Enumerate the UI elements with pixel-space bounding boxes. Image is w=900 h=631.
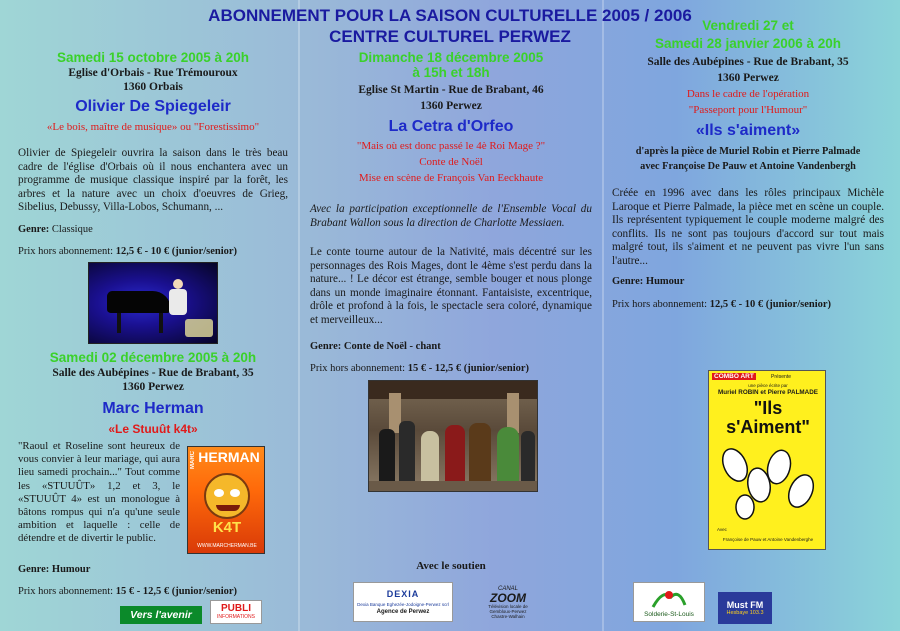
event-artist: Marc Herman [102, 400, 204, 417]
event-marc-description: "Raoul et Roseline sont heureux de vous convier à leur mariage, qui aura lieu samedi prochain..." Tout comme les «STUUÛT» 1,2 et 3, le «STUUÛT 4» est un monologue à bâtons rompus qui n'a qu'une seule ambition et laquelle : celle de détendre et de divertir le public. [18, 440, 180, 545]
piano-photo [88, 262, 218, 344]
event-subtitle: «Le bois, maître de musique» ou "Forestissimo" [46, 121, 260, 133]
event-artist: Olivier De Spiegeleir [75, 98, 231, 115]
actor-figure [497, 427, 519, 487]
herman-poster [187, 446, 265, 554]
event-price: Prix hors abonnement: 12,5 € - 10 € (junior/senior) [612, 299, 832, 310]
event-genre: Genre: Conte de Noël - chant [310, 341, 441, 352]
event-staging: Mise en scène de François Van Eeckhaute [358, 172, 544, 184]
event-genre: Genre: Humour [612, 276, 685, 287]
event-date-2: Samedi 28 janvier 2006 à 20h [654, 36, 842, 51]
event-price: Prix hors abonnement: 12,5 € - 10 € (junior/senior) [18, 245, 238, 257]
event-marc-herman [18, 350, 288, 437]
event-artist: La Cetra d'Orfeo [388, 118, 514, 135]
vers-avenir-logo: Vers l'avenir [120, 606, 202, 624]
panel-fold-right [602, 0, 604, 631]
canal-zoom-logo: CANAL ZOOM Télévision locale de Gembloux-Perwez Chastre-Walhain [488, 585, 528, 619]
event-show: «Le Stuuût k4t» [108, 422, 198, 436]
solderie-emblem-icon [649, 587, 689, 611]
event-city: 1360 Perwez [420, 100, 482, 112]
pianist-head [173, 279, 183, 289]
event-city: 1360 Perwez [122, 381, 184, 393]
event-city: 1360 Orbais [123, 81, 183, 93]
poster-authors: Muriel ROBIN et Pierre PALMADE [718, 389, 818, 396]
event-date: Samedi 02 décembre 2005 à 20h [49, 350, 257, 365]
event-subtitle: "Mais où est donc passé le 4è Roi Mage ?" [356, 140, 546, 152]
event-cetra-orfeo [310, 50, 592, 374]
foot-shape [784, 471, 818, 511]
piano-shape [107, 291, 171, 313]
event-genre: Genre: Classique [18, 223, 93, 235]
poster-written-by: une pièce écrite par [748, 383, 788, 388]
poster-face [204, 473, 250, 519]
event-description: Le conte tourne autour de la Nativité, mais décentré sur les personnages des Rois Mages, dont le 4ème s'est perdu dans la nature... ! Le décor est étrange, semble bouger et nous plonge dans un monde imaginaire étonnant. Fantaisiste, excentrique, drôle et profond à la fois, le spectacle sera coloré, dynamique et merveilleux... [310, 246, 592, 326]
poster-name: HERMAN [198, 449, 260, 465]
sponsors-heading: Avec le soutien [416, 560, 486, 572]
foot-shape [736, 495, 754, 519]
poster-presents: Présente [771, 374, 792, 380]
event-venue: Salle des Aubépines - Rue de Brabant, 35 [52, 367, 254, 379]
poster-cast: Françoise de Pauw et Antoine Vandenberghe [722, 537, 814, 542]
actor-figure [469, 423, 491, 485]
actor-figure [379, 429, 395, 485]
event-city: 1360 Perwez [717, 72, 779, 84]
event-operation: Dans le cadre de l'opération [686, 88, 810, 100]
poster-title-1: "Ils [753, 398, 783, 418]
event-cast: avec Françoise De Pauw et Antoine Vandenbergh [640, 161, 856, 172]
must-fm-logo: Must FM Hesbaye 103.3 [718, 592, 772, 624]
actor-figure [421, 431, 439, 485]
panel-fold-left [298, 0, 300, 631]
event-operation-name: "Passeport pour l'Humour" [688, 104, 808, 116]
poster-with: Avec [717, 527, 727, 532]
poster-brand: COMBO ART [714, 373, 754, 380]
page-title: ABONNEMENT POUR LA SAISON CULTURELLE 2005 / 2006 [208, 6, 692, 25]
event-marc-meta [18, 564, 288, 597]
poster-marc: MARC [190, 451, 196, 469]
poster-show: K4T [212, 519, 242, 536]
actor-figure [399, 421, 415, 485]
poster-url: WWW.MARCHERMAN.BE [197, 543, 257, 549]
event-description: Olivier de Spiegeleir ouvrira la saison dans le très beau cadre de l'église d'Orbais où il nous enchantera avec un programme de musique classique inspiré par la forêt, les arbres et la nature avec un choix d'oeuvres de Grieg, Sibelius, Debussy, Villa-Lobos, Schumann, ... [18, 147, 288, 213]
event-artist: «Ils s'aiment» [695, 122, 801, 139]
foot-shape [718, 445, 752, 485]
poster-title-2: s'Aiment" [726, 417, 810, 437]
publi-logo: PUBLI INFORMATIONS [210, 600, 262, 624]
event-price: Prix hors abonnement: 15 € - 12,5 € (junior/senior) [18, 586, 238, 597]
event-date: Dimanche 18 décembre 2005 [358, 50, 544, 65]
event-date: Samedi 15 octobre 2005 à 20h [56, 50, 250, 65]
stage-photo [368, 380, 538, 492]
solderie-logo: Solderie-St-Louis [633, 582, 705, 622]
event-ils-saiment [612, 18, 884, 310]
dexia-logo: DEXIA Dexia Banque Eghezée-Jodoigne-Perwez scrl Agence de Perwez [353, 582, 453, 622]
event-price: Prix hors abonnement: 15 € - 12,5 € (junior/senior) [310, 363, 530, 374]
poster-feet-illustration [717, 445, 819, 523]
actor-figure [521, 431, 535, 485]
event-venue: Eglise St Martin - Rue de Brabant, 46 [358, 84, 544, 96]
event-participation: Avec la participation exceptionnelle de l'Ensemble Vocal du Brabant Wallon sous la direction de Charlotte Messiaen. [310, 203, 592, 229]
ils-saiment-poster [708, 370, 826, 550]
event-time: à 15h et 18h [412, 65, 490, 80]
page-subtitle: CENTRE CULTUREL PERWEZ [329, 27, 571, 46]
event-description: Créée en 1996 avec dans les rôles principaux Michèle Laroque et Pierre Palmade, la pièce met en scène un couple. Ils représentent typiquement le couple moderne malgré des conflits. Ils ne sont pas toujours d'accord sur tout mais malgré tout, ils s'aiment et ne peuvent pas vivre l'un sans l'autre... [612, 187, 884, 267]
actor-figure [445, 425, 465, 485]
event-type: Conte de Noël [419, 156, 483, 168]
event-genre: Genre: Humour [18, 564, 91, 575]
event-date: Vendredi 27 et [702, 18, 794, 33]
event-olivier [18, 50, 288, 257]
event-venue: Eglise d'Orbais - Rue Trémouroux [68, 67, 238, 79]
event-credits: d'après la pièce de Muriel Robin et Pierre Palmade [635, 146, 861, 157]
pianist-body [169, 289, 187, 315]
event-venue: Salle des Aubépines - Rue de Brabant, 35 [647, 56, 849, 68]
